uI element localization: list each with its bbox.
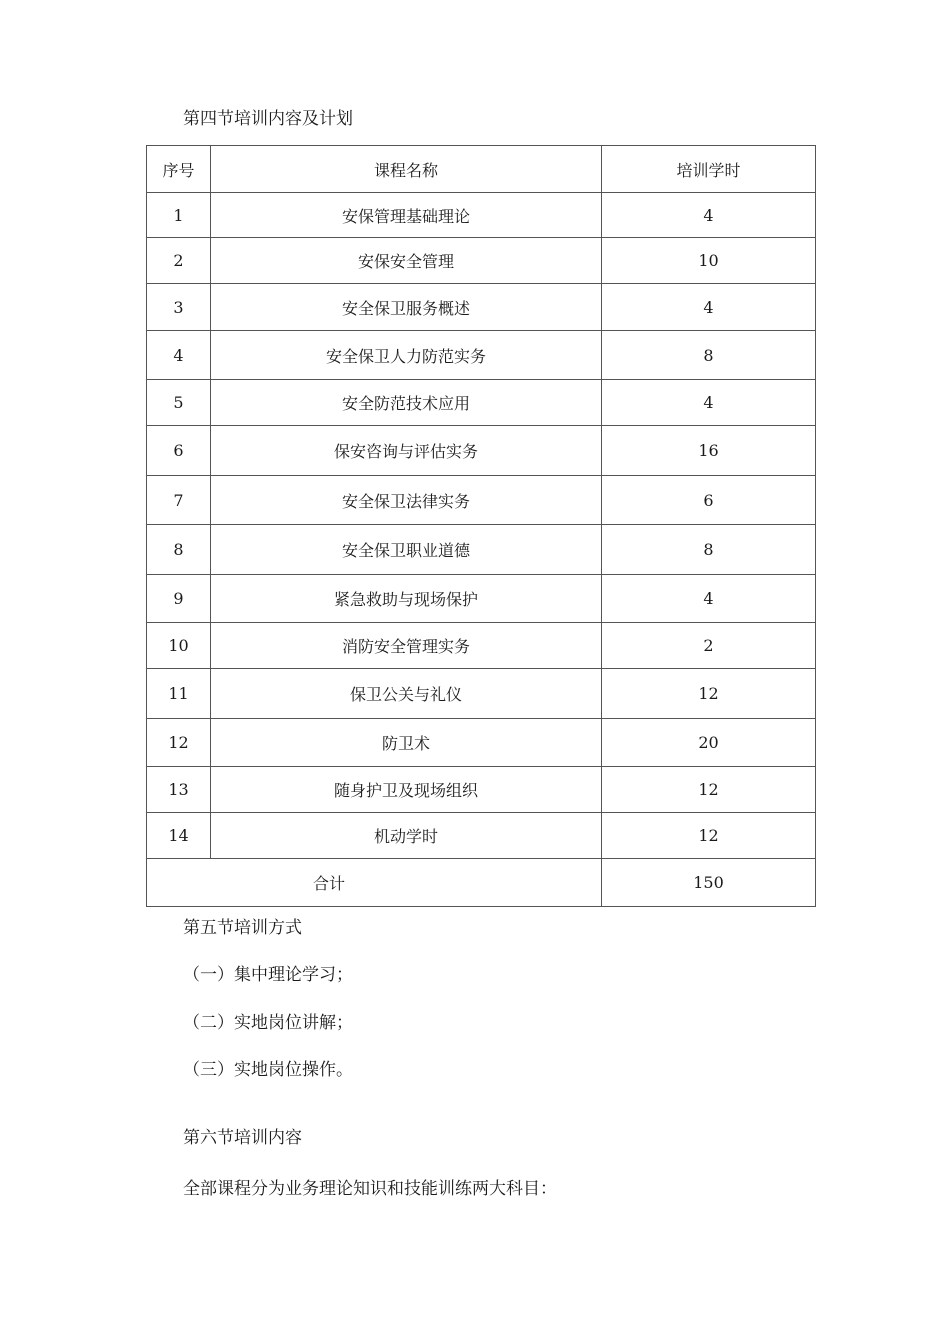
table-row <box>147 331 816 380</box>
row-index: 8 <box>147 525 211 575</box>
row-hours: 4 <box>602 575 816 623</box>
table-row <box>147 193 816 238</box>
row-index: 6 <box>147 426 211 476</box>
method-item-3: （三）实地岗位操作。 <box>183 1060 353 1080</box>
row-hours: 12 <box>602 813 816 859</box>
row-index: 3 <box>147 284 211 331</box>
row-hours: 4 <box>602 193 816 238</box>
table-row <box>147 476 816 525</box>
header-index: 序号 <box>147 146 211 193</box>
training-plan-table <box>146 145 816 907</box>
table-row <box>147 669 816 719</box>
row-course-name: 安保安全管理 <box>211 238 602 284</box>
section-5-title: 第五节培训方式 <box>183 918 302 938</box>
table-row <box>147 525 816 575</box>
row-hours: 6 <box>602 476 816 525</box>
table-row <box>147 719 816 767</box>
method-item-2: （二）实地岗位讲解； <box>183 1013 353 1033</box>
row-hours: 20 <box>602 719 816 767</box>
table-row <box>147 284 816 331</box>
row-hours: 4 <box>602 284 816 331</box>
total-value: 150 <box>602 859 816 907</box>
row-hours: 10 <box>602 238 816 284</box>
row-course-name: 防卫术 <box>211 719 602 767</box>
row-course-name: 安全防范技术应用 <box>211 380 602 426</box>
row-hours: 2 <box>602 623 816 669</box>
table-row <box>147 623 816 669</box>
row-index: 2 <box>147 238 211 284</box>
table-row <box>147 426 816 476</box>
row-course-name: 消防安全管理实务 <box>211 623 602 669</box>
row-hours: 12 <box>602 767 816 813</box>
row-index: 1 <box>147 193 211 238</box>
table-row <box>147 238 816 284</box>
table-row <box>147 813 816 859</box>
row-course-name: 安全保卫法律实务 <box>211 476 602 525</box>
row-course-name: 随身护卫及现场组织 <box>211 767 602 813</box>
row-hours: 8 <box>602 331 816 380</box>
row-hours: 16 <box>602 426 816 476</box>
row-hours: 4 <box>602 380 816 426</box>
row-hours: 8 <box>602 525 816 575</box>
table-header-row <box>147 146 816 193</box>
row-index: 9 <box>147 575 211 623</box>
section-4-title: 第四节培训内容及计划 <box>183 109 353 129</box>
row-index: 10 <box>147 623 211 669</box>
row-index: 14 <box>147 813 211 859</box>
table-total-row <box>147 859 816 907</box>
header-hours: 培训学时 <box>602 146 816 193</box>
row-index: 4 <box>147 331 211 380</box>
row-course-name: 安全保卫人力防范实务 <box>211 331 602 380</box>
section-6-title: 第六节培训内容 <box>183 1128 302 1148</box>
table-row <box>147 575 816 623</box>
row-course-name: 保安咨询与评估实务 <box>211 426 602 476</box>
row-index: 11 <box>147 669 211 719</box>
row-course-name: 保卫公关与礼仪 <box>211 669 602 719</box>
row-index: 12 <box>147 719 211 767</box>
row-course-name: 安保管理基础理论 <box>211 193 602 238</box>
row-course-name: 紧急救助与现场保护 <box>211 575 602 623</box>
table-row <box>147 380 816 426</box>
section-6-text: 全部课程分为业务理论知识和技能训练两大科目： <box>183 1179 557 1199</box>
row-course-name: 安全保卫服务概述 <box>211 284 602 331</box>
total-label: 合计 <box>147 859 602 907</box>
table-row <box>147 767 816 813</box>
row-index: 5 <box>147 380 211 426</box>
row-hours: 12 <box>602 669 816 719</box>
row-course-name: 安全保卫职业道德 <box>211 525 602 575</box>
method-item-1: （一）集中理论学习； <box>183 965 353 985</box>
header-course-name: 课程名称 <box>211 146 602 193</box>
row-index: 13 <box>147 767 211 813</box>
row-course-name: 机动学时 <box>211 813 602 859</box>
row-index: 7 <box>147 476 211 525</box>
